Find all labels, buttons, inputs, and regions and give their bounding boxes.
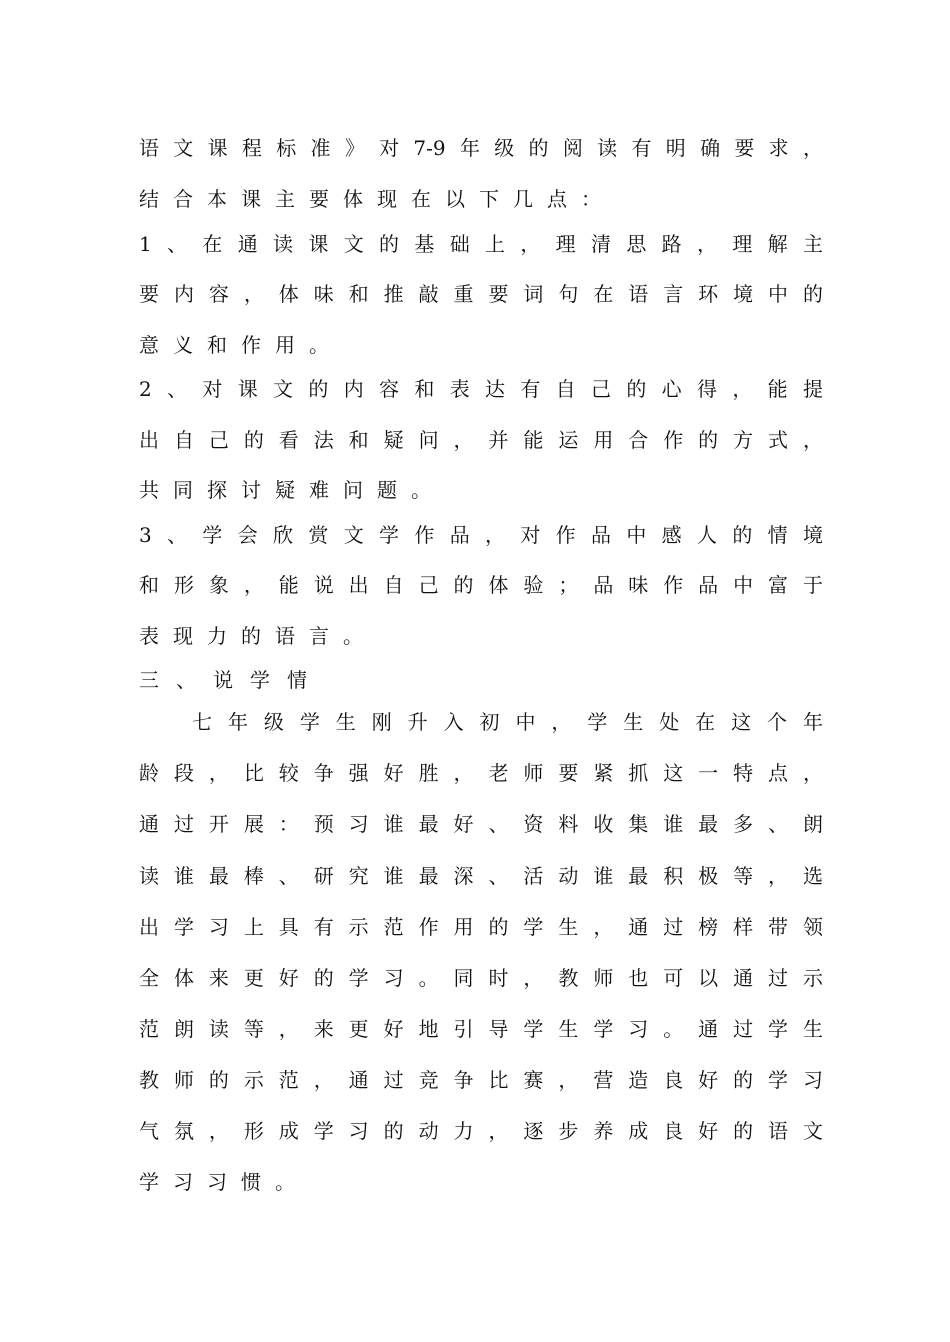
text-line: 表现力的语言。 xyxy=(139,624,377,648)
text-line: 范朗读等，来更好地引导学生学习。通过学生 xyxy=(139,1017,823,1041)
text-line: 龄段，比较争强好胜，老师要紧抓这一特点， xyxy=(139,761,823,785)
list-item-1: 1、在通读课文的基础上，理清思路，理解主 xyxy=(139,232,823,256)
text-line: 出自己的看法和疑问，并能运用合作的方式， xyxy=(139,428,823,452)
text-line: 共同探讨疑难问题。 xyxy=(139,478,445,502)
paragraph-first-line: 七年级学生刚升入初中，学生处在这个年 xyxy=(192,710,823,734)
text-line: 读谁最棒、研究谁最深、活动谁最积极等，选 xyxy=(139,864,823,888)
text-line: 结合本课主要体现在以下几点： xyxy=(139,187,615,211)
text-line: 意义和作用。 xyxy=(139,333,343,357)
text-line: 和形象，能说出自己的体验；品味作品中富于 xyxy=(139,573,823,597)
text-line: 要内容，体味和推敲重要词句在语言环境中的 xyxy=(139,282,823,306)
text-line: 学习习惯。 xyxy=(139,1170,309,1194)
text-line: 语文课程标准》对7-9年级的阅读有明确要求， xyxy=(139,136,823,160)
list-item-2: 2、对课文的内容和表达有自己的心得，能提 xyxy=(139,377,823,401)
section-heading: 三、说学情 xyxy=(139,668,324,692)
text-line: 通过开展：预习谁最好、资料收集谁最多、朗 xyxy=(139,812,823,836)
text-line: 气氛，形成学习的动力，逐步养成良好的语文 xyxy=(139,1119,823,1143)
text-line: 全体来更好的学习。同时，教师也可以通过示 xyxy=(139,966,823,990)
text-line: 教师的示范，通过竞争比赛，营造良好的学习 xyxy=(139,1068,823,1092)
text-line: 出学习上具有示范作用的学生，通过榜样带领 xyxy=(139,915,823,939)
list-item-3: 3、学会欣赏文学作品，对作品中感人的情境 xyxy=(139,523,823,547)
